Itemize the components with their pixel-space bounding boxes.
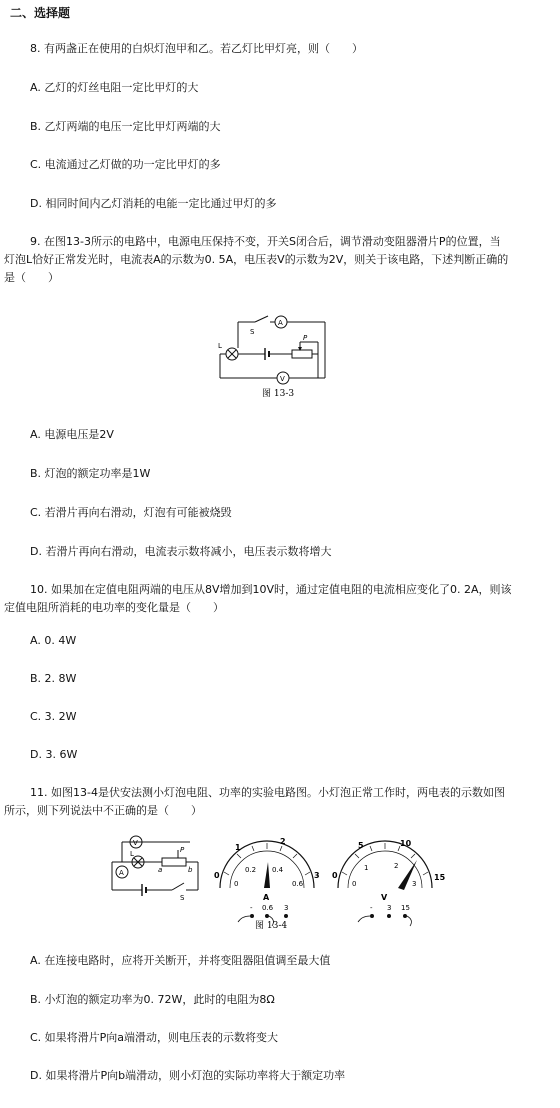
voltmeter-label-11: V	[133, 839, 138, 847]
end-b-label: b	[188, 866, 193, 874]
ammeter-dial	[214, 837, 320, 926]
ammeter-unit: A	[263, 893, 270, 902]
switch-label-11: S	[180, 894, 185, 902]
question-9-option-c: C. 若滑片再向右滑动，灯泡有可能被烧毁	[30, 506, 232, 519]
question-11-option-d: D. 如果将滑片P向b端滑动，则小灯泡的实际功率将大于额定功率	[30, 1069, 346, 1082]
question-10-option-c: C. 3. 2W	[30, 710, 77, 723]
question-9-stem-line-3: 是（ ）	[4, 271, 59, 284]
voltmeter-dial	[332, 839, 446, 926]
voltmeter-outer-0: 0	[332, 871, 338, 880]
voltmeter-inner-1: 1	[364, 864, 369, 872]
slider-label: P	[303, 334, 308, 342]
switch-blade	[255, 316, 268, 322]
voltmeter-outer-15: 15	[434, 873, 446, 882]
ammeter-terminal-neg: -	[250, 904, 253, 912]
lamp-label-11: L	[130, 850, 134, 858]
question-8-option-d: D. 相同时间内乙灯消耗的电能一定比通过甲灯的多	[30, 197, 277, 210]
question-11-option-c: C. 如果将滑片P向a端滑动，则电压表的示数将变大	[30, 1031, 279, 1044]
figure-13-4	[102, 822, 462, 932]
section-title: 二、选择题	[10, 6, 71, 20]
question-9-stem-line-2: 灯泡L恰好正常发光时，电流表A的示数为0. 5A，电压表V的示数为2V，则关于该电路，下述判断正确的	[4, 253, 509, 266]
question-11-option-a: A. 在连接电路时，应将开关断开，并将变阻器阻值调至最大值	[30, 954, 331, 967]
question-11-stem-line-2: 所示，则下列说法中不正确的是（ ）	[4, 804, 202, 817]
ammeter-terminal-3: 3	[284, 904, 289, 912]
ammeter-inner-3: 0.6	[292, 880, 304, 888]
ammeter-label: A	[278, 319, 283, 327]
end-a-label: a	[158, 866, 163, 874]
ammeter-outer-0: 0	[214, 871, 220, 880]
question-9-stem-line-1: 9. 在图13-3所示的电路中，电源电压保持不变，开关S闭合后，调节滑动变阻器滑片P的位置，当	[30, 235, 501, 248]
ammeter-inner-1: 0.2	[245, 866, 257, 874]
question-10-stem-line-1: 10. 如果加在定值电阻两端的电压从8V增加到10V时，通过定值电阻的电流相应变化了0. 2A，则该	[30, 583, 512, 596]
voltmeter-terminal-15: 15	[401, 904, 410, 912]
voltmeter-inner-2: 2	[394, 862, 399, 870]
question-8-option-b: B. 乙灯两端的电压一定比甲灯两端的大	[30, 120, 221, 133]
voltmeter-inner-0: 0	[352, 880, 357, 888]
voltmeter-label: V	[280, 375, 285, 383]
voltmeter-unit: V	[381, 893, 388, 902]
question-11-option-b: B. 小灯泡的额定功率为0. 72W，此时的电阻为8Ω	[30, 993, 275, 1006]
ammeter-inner-0: 0	[234, 880, 239, 888]
ammeter-inner-2: 0.4	[272, 866, 284, 874]
voltmeter-ticks	[342, 843, 428, 875]
voltmeter-terminal-3: 3	[387, 904, 392, 912]
ammeter-outer-3: 3	[314, 871, 320, 880]
figure-13-3-caption: 图 13-3	[262, 389, 295, 399]
question-9-option-b: B. 灯泡的额定功率是1W	[30, 467, 151, 480]
question-10-option-d: D. 3. 6W	[30, 748, 78, 761]
circuit-diagram-13-4	[112, 836, 198, 896]
question-10-option-a: A. 0. 4W	[30, 634, 77, 647]
switch-blade-11	[172, 883, 184, 890]
ammeter-outer-2: 2	[280, 837, 286, 846]
ammeter-terminal-06: 0.6	[262, 904, 274, 912]
question-9-option-a: A. 电源电压是2V	[30, 428, 114, 441]
switch-label: S	[250, 328, 255, 336]
voltmeter-outer-10: 10	[400, 839, 412, 848]
voltmeter-terminal-neg: -	[370, 904, 373, 912]
slider-label-11: P	[180, 846, 185, 854]
figure-13-4-caption: 图 13-4	[255, 921, 288, 931]
question-8-option-c: C. 电流通过乙灯做的功一定比甲灯的多	[30, 158, 221, 171]
question-11-stem-line-1: 11. 如图13-4是伏安法测小灯泡电阻、功率的实验电路图。小灯泡正常工作时，两电表的示数如图	[30, 786, 505, 799]
voltmeter-inner-3: 3	[412, 880, 417, 888]
question-10-stem-line-2: 定值电阻所消耗的电功率的变化量是（ ）	[4, 601, 224, 614]
ammeter-label-11: A	[119, 869, 124, 877]
question-8-stem: 8. 有两盏正在使用的白炽灯泡甲和乙。若乙灯比甲灯亮，则（ ）	[30, 42, 363, 55]
question-9-option-d: D. 若滑片再向右滑动，电流表示数将减小，电压表示数将增大	[30, 545, 332, 558]
ammeter-needle	[264, 862, 270, 888]
ammeter-outer-1: 1	[235, 843, 241, 852]
question-8-option-a: A. 乙灯的灯丝电阻一定比甲灯的大	[30, 81, 199, 94]
voltmeter-outer-5: 5	[358, 841, 364, 850]
question-10-option-b: B. 2. 8W	[30, 672, 77, 685]
circuit-figure-13-3	[210, 310, 335, 400]
lamp-label: L	[218, 342, 222, 350]
